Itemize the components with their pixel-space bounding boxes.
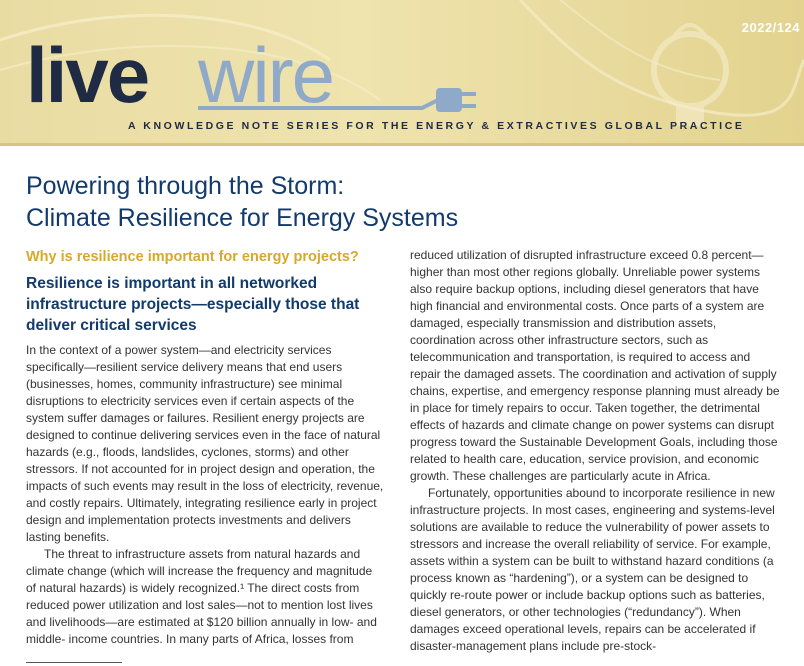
svg-text:wire: wire bbox=[198, 31, 334, 116]
section-heading: Resilience is important in all networked infrastructure projects—especially those that deliver critical services bbox=[26, 275, 360, 334]
svg-text:live: live bbox=[26, 31, 149, 116]
series-tagline: A KNOWLEDGE NOTE SERIES FOR THE ENERGY & EXTRACTIVES GLOBAL PRACTICE bbox=[128, 120, 745, 132]
paragraph: The threat to infrastructure assets from natural hazards and climate change (which will increase the frequency and magnitude of natural hazards) is widely recognized.¹ The direct costs from reduced power utilization and lost sales—not to mention lost lives and livelihoods—are estimated at $120 billion annually in low- and middle- income countries. In many parts of Africa, losses from bbox=[26, 547, 377, 646]
livewire-logo bbox=[22, 28, 482, 116]
title-line-1: Powering through the Storm: bbox=[26, 172, 345, 200]
right-column bbox=[410, 247, 780, 655]
section-question: Why is resilience important for energy projects? bbox=[26, 249, 359, 265]
paragraph: reduced utilization of disrupted infrastructure exceed 0.8 percent—higher than most other regions globally. Unreliable power systems also require backup options, including diesel generators that have high financial and environmental costs. Once parts of a system are damaged, especially transmission and distribution assets, coordination across other infrastructure sectors, such as telecommunication and transportation, is required to access and repair the damaged assets. The coordination and activation of supply chains, expertise, and emergency response planning must already be in place for timely repairs to occur. Taken together, the detrimental effects of hazards and climate change on power systems can disrupt progress toward the Sustainable Development Goals, including those related to health care, education, service provision, and economic growth. These challenges are particularly acute in Africa. bbox=[410, 248, 780, 483]
issue-number: 2022/124 bbox=[741, 20, 800, 35]
left-column bbox=[26, 247, 384, 648]
paragraph: Fortunately, opportunities abound to incorporate resilience in new infrastructure projects. In most cases, engineering and systems-level solutions are available to reduce the vulnerability of power assets to stressors and increase the overall reliability of service. For example, assets within a system can be built to withstand hazard conditions (a process known as “hardening”), or a system can be designed to quickly re-route power or include backup options such as batteries, diesel generators, or other technologies (“redundancy”). When damages exceed operational levels, repairs can be accelerated if disaster-management plans include pre-stock- bbox=[410, 486, 775, 653]
page-title bbox=[26, 170, 458, 234]
plug-icon bbox=[436, 88, 476, 112]
paragraph: In the context of a power system—and electricity services specifically—resilient service delivery means that end users (businesses, homes, community infrastructure) see minimal disruptions to electricity services even if certain aspects of the system suffer damages or failures. Resilient energy projects are designed to continue delivering services even in the face of natural hazards (e.g., floods, landslides, cyclones, storms) and other stressors. If not accounted for in project design and operation, the impacts of such events may result in the loss of electricity, revenue, and costly repairs. Ultimately, integrating resilience early in project design and implementation protects investments and delivers lasting benefits. bbox=[26, 343, 384, 544]
masthead-banner bbox=[0, 0, 804, 146]
title-line-2: Climate Resilience for Energy Systems bbox=[26, 204, 459, 232]
footnote-divider bbox=[26, 662, 122, 663]
lightbulb-icon bbox=[654, 25, 726, 126]
